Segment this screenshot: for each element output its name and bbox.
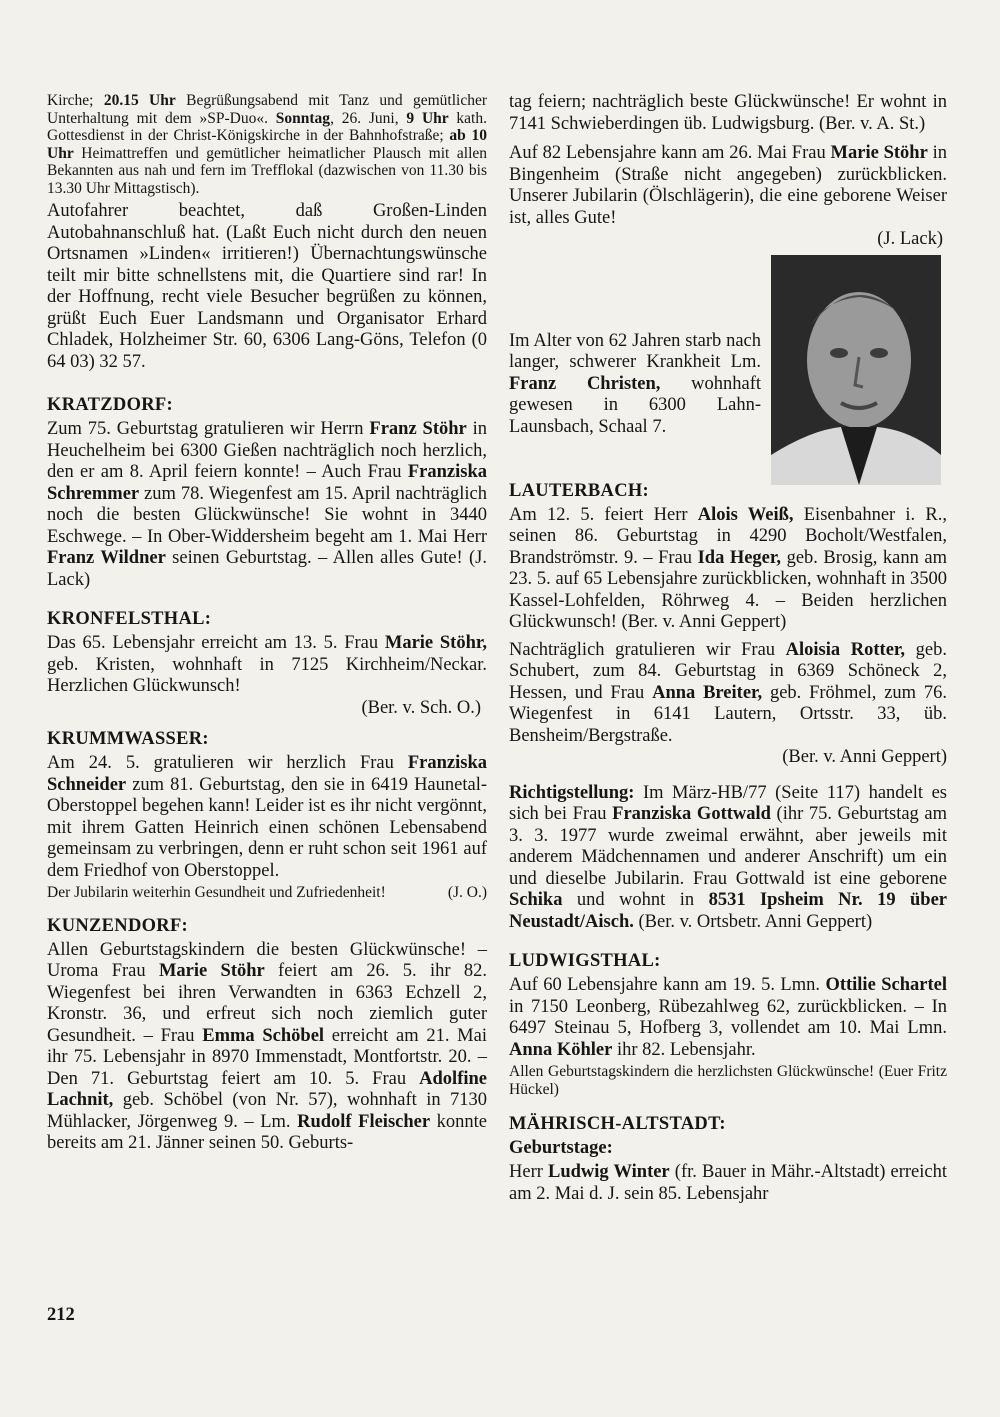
- page-number: 212: [47, 1305, 75, 1325]
- section-heading-kunzendorf: KUNZENDORF:: [47, 915, 189, 936]
- kratzdorf-paragraph: Zum 75. Geburtstag gratulieren wir Herrn Franz Stöhr in Heuchelheim bei 6300 Gießen nachträglich noch herzlich, den er am 8. April feiern konnte! – Auch Frau Franziska Schremmer zum 78. Wiegenfest am 15. April nachträglich noch die besten Glückwünsche! Sie wohnt in 3440 Eschwege. – In Ober-Widdersheim begeht am 1. Mai Herr Franz Wildner seinen Geburtstag. – Allen alles Gute! (J. Lack): [47, 419, 488, 590]
- obituary-paragraph: Im Alter von 62 Jahren starb nach langer, schwerer Krankheit Lm. Franz Christen, wohnhaft gewesen in 6300 Lahn-Launsbach, Schaal 7.: [509, 330, 761, 437]
- correction-paragraph: Richtigstellung: Im März-HB/77 (Seite 117) handelt es sich bei Frau Franziska Gottwald (ihr 75. Geburtstag am 3. 3. 1977 wurde zweimal erwähnt, aber jeweils mit anderem Mädchennamen und anderer Anschrift) um ein und dieselbe Jubilarin. Frau Gottwald ist eine geborene Schika und wohnt in 8531 Ipsheim Nr. 19 über Neustadt/Aisch. (Ber. v. Ortsbetr. Anni Geppert): [509, 782, 948, 932]
- subheading-geburtstage: Geburtstage:: [509, 1138, 613, 1158]
- lauterbach-credit: (Ber. v. Anni Geppert): [782, 747, 947, 767]
- bingenheim-credit: (J. Lack): [877, 229, 943, 249]
- section-heading-ludwigsthal: LUDWIGSTHAL:: [509, 951, 661, 971]
- ludwigsthal-wishes: Allen Geburtstagskindern die herzlichsten Glückwünsche! (Euer Fritz Hückel): [509, 1063, 947, 1098]
- lauterbach-paragraph-1: Am 12. 5. feiert Herr Alois Weiß, Eisenbahner i. R., seinen 86. Geburtstag in 4290 Bocholt/Westfalen, Brandströmstr. 9. – Frau Ida Heger, geb. Brosig, kann am 23. 5. auf 65 Lebensjahre zurückblicken, wohnhaft in 3500 Kassel-Lohfelden, Röhrweg 4. – Beiden herzlichen Glückwunsch! (Ber. v. Anni Geppert): [509, 504, 947, 632]
- kronfelsthal-paragraph: Das 65. Lebensjahr erreicht am 13. 5. Frau Marie Stöhr, geb. Kristen, wohnhaft in 7125 Kirchheim/Neckar. Herzlichen Glückwunsch!: [47, 633, 487, 696]
- obituary-block: [509, 255, 947, 485]
- section-heading-kronfelsthal: KRONFELSTHAL:: [47, 609, 212, 629]
- krummwasser-paragraph: Am 24. 5. gratulieren wir herzlich Frau Franziska Schneider zum 81. Geburtstag, den sie in 6419 Haunetal-Oberstoppel begehen kann! Leider ist es ihr nicht vergönnt, mit ihrem Gatten Heinrich einen schönen Lebensabend gemeinsam zu verbringen, denn er ruht schon seit 1961 auf dem Friedhof von Oberstoppel.: [47, 753, 487, 881]
- bingenheim-paragraph: Auf 82 Lebensjahre kann am 26. Mai Frau Marie Stöhr in Bingenheim (Straße nicht angegeben) zurückblicken. Unserer Jubilarin (Ölschlägerin), die eine geborene Weiser ist, alles Gute!: [509, 143, 947, 228]
- event-schedule-paragraph: Kirche; 20.15 Uhr Begrüßungsabend mit Tanz und gemütlicher Unterhaltung mit dem »SP-Duo«. Sonntag, 26. Juni, 9 Uhr kath. Gottesdienst in der Christ-Königskirche in der Bahnhofstraße; ab 10 Uhr Heimattreffen und gemütlicher heimatlicher Plausch mit allen Bekannten aus nah und fern im Trefflokal (dazwischen von 11.30 bis 13.30 Uhr Mittagstisch).: [47, 92, 488, 197]
- section-heading-krummwasser: KRUMMWASSER:: [47, 729, 209, 749]
- krummwasser-wishes: Der Jubilarin weiterhin Gesundheit und Zufriedenheit! (J. O.): [47, 884, 487, 901]
- section-heading-kratzdorf: KRATZDORF:: [47, 395, 173, 415]
- kronfelsthal-credit: (Ber. v. Sch. O.): [361, 697, 481, 718]
- section-heading-maehrisch-altstadt: MÄHRISCH-ALTSTADT:: [509, 1114, 726, 1134]
- portrait-photo: [771, 255, 941, 485]
- travel-notice-paragraph: Autofahrer beachtet, daß Großen-Linden Autobahnanschluß hat. (Laßt Euch nicht durch den neuen Ortsnamen »Linden« irritieren!) Übernachtungswünsche teilt mir bitte schnellstens mit, die Quartiere sind rar! In der Hoffnung, recht viele Besucher begrüßen zu können, grüßt Euch Euer Landsmann und Organisator Erhard Chladek, Holzheimer Str. 60, 6306 Lang-Göns, Telefon (0 64 03) 32 57.: [47, 201, 487, 372]
- kunzendorf-paragraph: Allen Geburtstagskindern die besten Glückwünsche! – Uroma Frau Marie Stöhr feiert am 26. 5. ihr 82. Wiegenfest bei ihren Verwandten in 6363 Echzell 2, Kronstr. 36, und erfreut sich noch ziemlich guter Gesundheit. – Frau Emma Schöbel erreicht am 21. Mai ihr 75. Lebensjahr in 8970 Immenstadt, Montfortstr. 20. – Den 71. Geburtstag feiert am 10. 5. Frau Adolfine Lachnit, geb. Schöbel (von Nr. 57), wohnhaft in 7130 Mühlacker, Jörgenweg 9. – Lm. Rudolf Fleischer konnte bereits am 21. Jänner seinen 50. Geburts-: [47, 939, 487, 1153]
- lauterbach-paragraph-2: Nachträglich gratulieren wir Frau Aloisia Rotter, geb. Schubert, zum 84. Geburtstag in 6369 Schöneck 2, Hessen, und Frau Anna Breiter, geb. Fröhmel, zum 76. Wiegenfest in 6141 Lautern, Ortsstr. 33, üb. Bensheim/Bergstraße.: [509, 639, 947, 746]
- maehrisch-paragraph: Herr Ludwig Winter (fr. Bauer in Mähr.-Altstadt) erreicht am 2. Mai d. J. sein 85. Lebensjahr: [509, 1162, 947, 1204]
- right-column: [509, 92, 947, 1205]
- left-column: [47, 92, 487, 1155]
- section-heading-lauterbach: LAUTERBACH:: [509, 480, 650, 501]
- continued-paragraph: tag feiern; nachträglich beste Glückwünsche! Er wohnt in 7141 Schwieberdingen üb. Ludwigsburg. (Ber. v. A. St.): [509, 92, 947, 134]
- ludwigsthal-paragraph: Auf 60 Lebensjahre kann am 19. 5. Lmn. Ottilie Schartel in 7150 Leonberg, Rübezahlweg 62, zurückblicken. – In 6497 Steinau 5, Hofberg 3, vollendet am 10. Mai Lmn. Anna Köhler ihr 82. Lebensjahr.: [509, 975, 947, 1060]
